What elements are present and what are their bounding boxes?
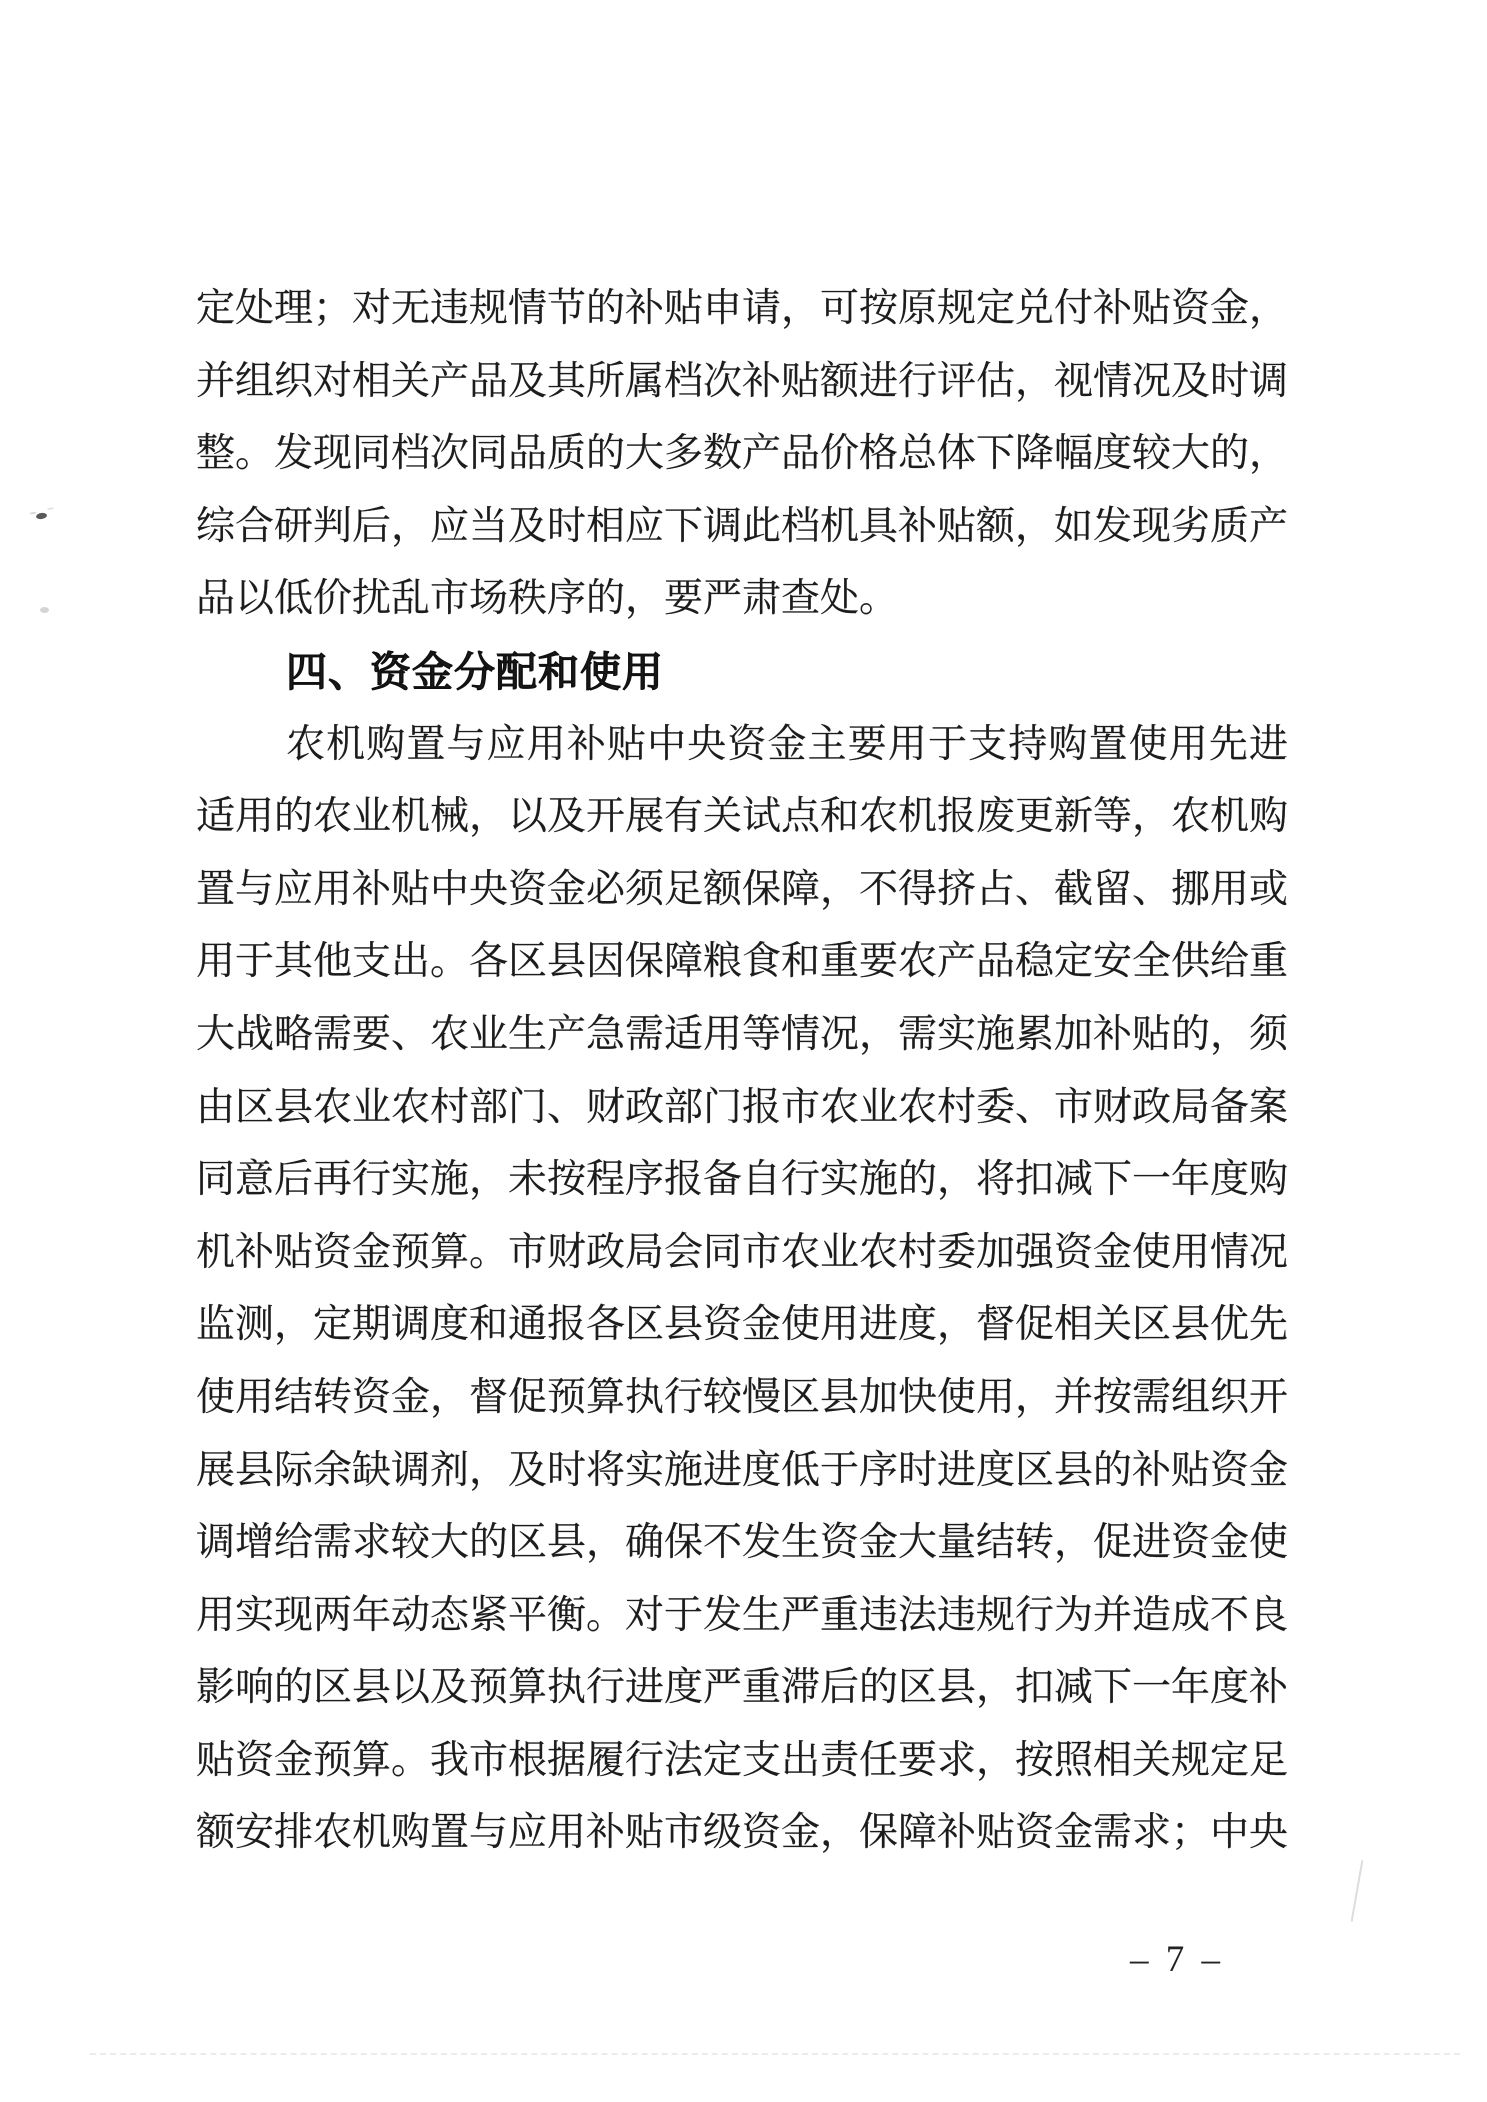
text-line: 贴资金预算。我市根据履行法定支出责任要求，按照相关规定足 — [196, 1738, 1289, 1782]
section-heading: 四、资金分配和使用 — [286, 648, 664, 695]
text-line: 展县际余缺调剂，及时将实施进度低于序时进度区县的补贴资金 — [196, 1448, 1289, 1492]
text-line: 大战略需要、农业生产急需适用等情况，需实施累加补贴的，须 — [196, 1012, 1289, 1056]
scan-dotted-line — [90, 2053, 1460, 2055]
page-number: – 7 – — [1130, 1939, 1224, 1980]
text-line: 用于其他支出。各区县因保障粮食和重要农产品稳定安全供给重 — [196, 940, 1289, 984]
text-line: 农机购置与应用补贴中央资金主要用于支持购置使用先进 — [286, 722, 1288, 766]
text-line: 监测，定期调度和通报各区县资金使用进度，督促相关区县优先 — [196, 1303, 1289, 1347]
text-line: 并组织对相关产品及其所属档次补贴额进行评估，视情况及时调 — [196, 359, 1289, 403]
text-line: 机补贴资金预算。市财政局会同市农业农村委加强资金使用情况 — [196, 1230, 1289, 1274]
text-line: 额安排农机购置与应用补贴市级资金，保障补贴资金需求；中央 — [196, 1811, 1289, 1855]
text-line: 同意后再行实施，未按程序报备自行实施的，将扣减下一年度购 — [196, 1158, 1289, 1202]
text-line: 置与应用补贴中央资金必须足额保障，不得挤占、截留、挪用或 — [196, 867, 1289, 911]
text-line: 品以低价扰乱市场秩序的，要严肃查处。 — [196, 577, 899, 621]
text-line: 使用结转资金，督促预算执行较慢区县加快使用，并按需组织开 — [196, 1375, 1289, 1419]
scan-speck — [40, 607, 49, 613]
text-line: 用实现两年动态紧平衡。对于发生严重违法违规行为并造成不良 — [196, 1593, 1289, 1637]
document-body — [196, 273, 1288, 1870]
text-line: 调增给需求较大的区县，确保不发生资金大量结转，促进资金使 — [196, 1521, 1289, 1565]
text-line: 综合研判后，应当及时相应下调此档机具补贴额，如发现劣质产 — [196, 504, 1289, 548]
text-line: 适用的农业机械，以及开展有关试点和农机报废更新等，农机购 — [196, 795, 1289, 839]
text-line: 定处理；对无违规情节的补贴申请，可按原规定兑付补贴资金， — [196, 287, 1289, 330]
scan-scratch — [1351, 1860, 1364, 1921]
text-line: 影响的区县以及预算执行进度严重滞后的区县，扣减下一年度补 — [196, 1666, 1289, 1710]
scan-speck — [36, 512, 48, 519]
text-line: 整。发现同档次同品质的大多数产品价格总体下降幅度较大的， — [196, 432, 1289, 476]
text-line: 由区县农业农村部门、财政部门报市农业农村委、市财政局备案 — [196, 1085, 1289, 1129]
